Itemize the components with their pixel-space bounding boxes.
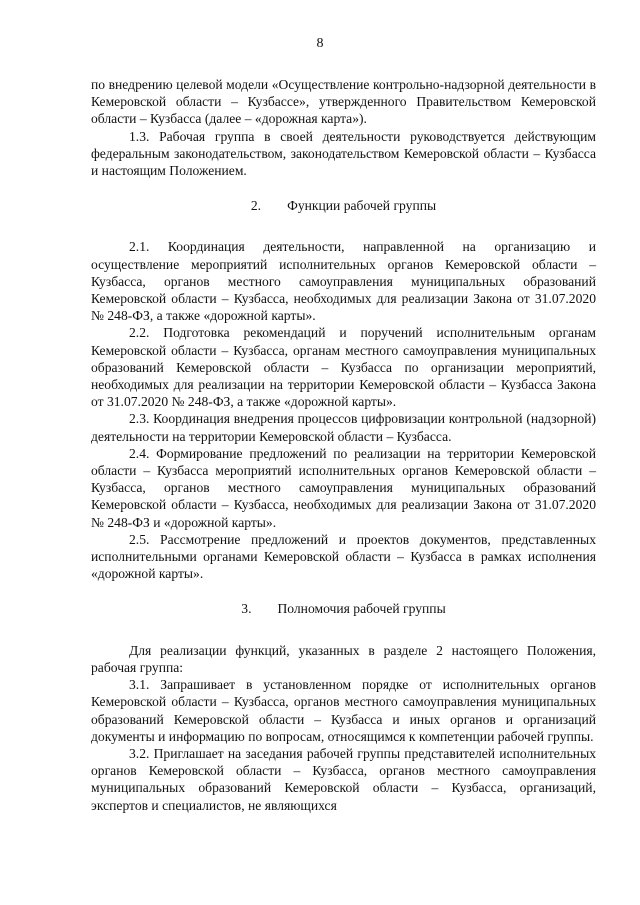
page-number: 8 <box>316 36 324 51</box>
paragraph-intro-continuation: по внедрению целевой модели «Осуществление контрольно-надзорной деятельности в Кемеровской области – Кузбассе», утвержденного Правительством Кемеровской области – Кузбасса (далее – «дорожная карта»). <box>91 77 596 127</box>
document-body <box>91 76 596 814</box>
paragraph-3-intro: Для реализации функций, указанных в разделе 2 настоящего Положения, рабочая группа: <box>91 642 596 675</box>
paragraph-2-2: 2.2. Подготовка рекомендаций и поручений исполнительным органам Кемеровской области – Кузбасса, органам местного самоуправления муниципальных образований Кемеровской области – Кузбасса по организации мероприятий, необходимых для реализации на территории Кемеровской области – Кузбасса Закона от 31.07.2020 № 248-ФЗ, а также «дорожной карты». <box>91 325 596 410</box>
section-3-heading <box>91 600 596 617</box>
section-3-number: 3. <box>241 601 252 617</box>
paragraph-2-3: 2.3. Координация внедрения процессов цифровизации контрольной (надзорной) деятельности на территории Кемеровской области – Кузбасса. <box>91 411 596 444</box>
paragraph-3-1: 3.1. Запрашивает в установленном порядке от исполнительных органов Кемеровской области – Кузбасса, органов местного самоуправления муниципальных образований Кемеровской области – Кузбасса и иных органов и организаций документы и информацию по вопросам, относящимся к компетенции рабочей группы. <box>91 677 596 744</box>
paragraph-3-2: 3.2. Приглашает на заседания рабочей группы представителей исполнительных органов Кемеровской области – Кузбасса, органов местного самоуправления муниципальных образований Кемеровской области – Кузбасса, организаций, экспертов и специалистов, не являющихся <box>91 745 596 813</box>
paragraph-2-5: 2.5. Рассмотрение предложений и проектов документов, представленных исполнительными органами Кемеровской области – Кузбасса в рамках исполнения «дорожной карты». <box>91 531 596 582</box>
section-2-number: 2. <box>250 198 262 214</box>
section-3-title: Полномочия рабочей группы <box>277 601 446 617</box>
paragraph-1-3: 1.3. Рабочая группа в своей деятельности руководствуется действующим федеральным законодательством, законодательством Кемеровской области – Кузбасса и настоящим Положением. <box>91 128 596 179</box>
section-2-title: Функции рабочей группы <box>287 198 437 214</box>
paragraph-2-4: 2.4. Формирование предложений по реализации на территории Кемеровской области – Кузбасса мероприятий исполнительных органов Кемеровской области – Кузбасса, органов местного самоуправления муниципальных образований Кемеровской области – Кузбасса, необходимых для реализации Закона от 31.07.2020 № 248-ФЗ и «дорожной карты». <box>91 445 596 530</box>
section-2-heading <box>91 197 596 214</box>
paragraph-2-1: 2.1. Координация деятельности, направленной на организацию и осуществление мероприятий исполнительных органов Кемеровской области – Кузбасса, органов местного самоуправления муниципальных образований Кемеровской области – Кузбасса, необходимых для реализации Закона от 31.07.2020 № 248-ФЗ, а также «дорожной карты». <box>91 239 596 324</box>
